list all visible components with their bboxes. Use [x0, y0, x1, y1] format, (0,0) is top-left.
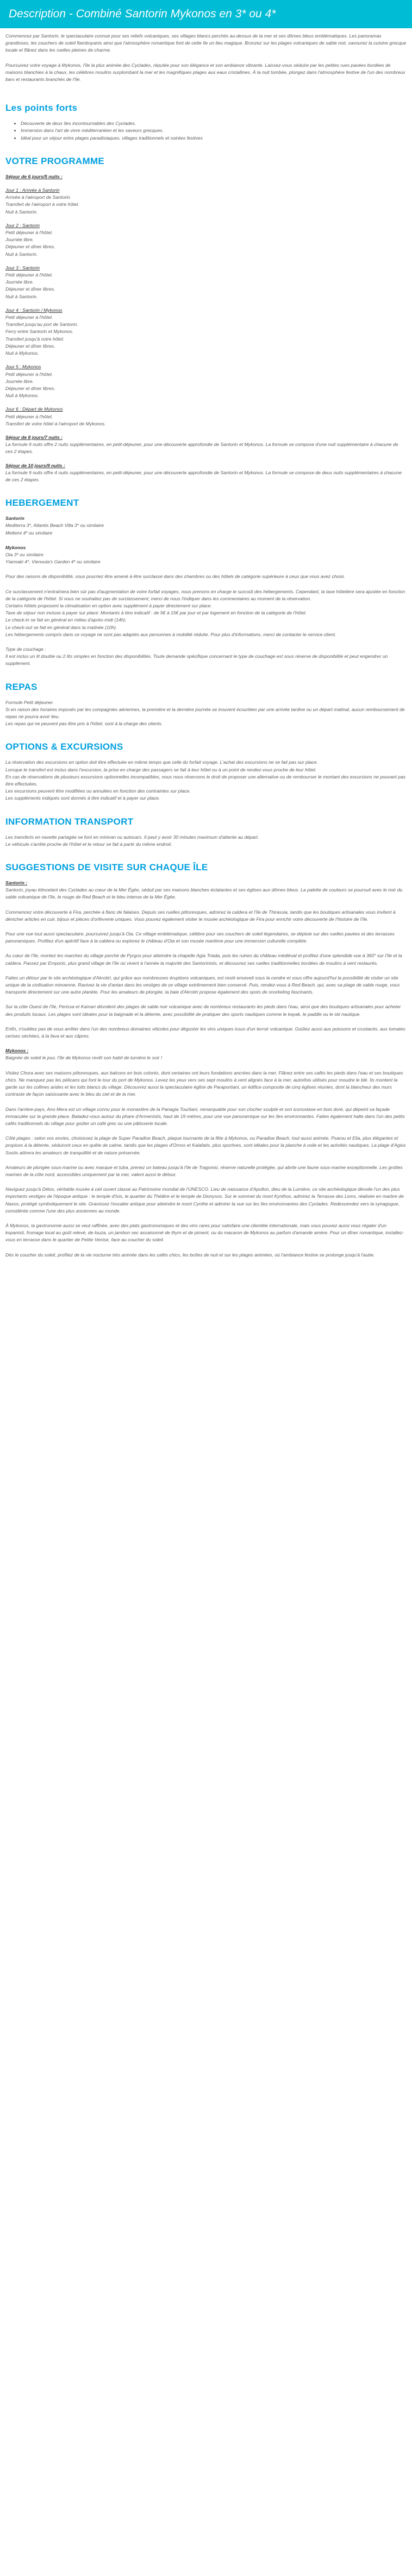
santorin-paragraph: [5, 1003, 407, 1017]
hebergement-paragraph-line: Certains hôtels proposent la climatisation en option avec supplément à payer directement sur place.: [5, 602, 212, 608]
intro-paragraph: Commencez par Santorin, le spectaculaire connue pour ses reliefs volcaniques, ses villages blancs perchés au-dessus de la mer et ses dômes bleus emblématiques. Les panoramas grandioses, les couchers de soleil flamboyants ainsi que l'atmosphère romantique font de cette île un lieu magique. Bronzez sur les plages volcaniques de sable noir, savourez la cuisine grecque locale et flânez dans les ruelles pleines de charme.: [5, 33, 407, 53]
day-title: Jour 2 : Santorin: [5, 222, 40, 228]
day-title: Jour 1 : Arrivée à Santorin: [5, 187, 60, 193]
list-item: • Découverte de deux îles incontournables des Cyclades.: [21, 120, 407, 127]
extension-block: [5, 462, 407, 484]
hebergement-paragraph-line: Pour des raisons de disponibilité, vous pourriez être amené à être surclassé dans des chambres ou des hôtels de catégorie supérieure à ceux que vous avez choisi.: [5, 574, 345, 580]
transport-title: INFORMATION TRANSPORT: [5, 816, 134, 827]
options-paragraph-line: En cas de réservations de plusieurs excursions optionnelles incompatibles, nous nous réservons le droit de proposer une alternative ou de rembourser le montant des excursions ne pouvant pas être effectuées.: [5, 774, 406, 787]
repas-paragraph: [5, 699, 407, 728]
day-block: [5, 363, 407, 399]
santorin-paragraph: [5, 975, 407, 996]
intro-paragraph: Poursuivez votre voyage à Mykonos, l'île la plus animée des Cyclades, réputée pour son élégance et son ambiance vibrante. Laissez-vous séduire par les petites rues pavées bordées de maisons blanchies à la chaux, les célèbres moulins surplombant la mer et les magnifiques plages aux eaux cristallines. À la nuit tombée, plongez dans l'atmosphère festive de l'un des nombreux bars et restaurants branchés de l'île.: [5, 62, 405, 83]
mykonos-paragraph: [5, 1164, 407, 1178]
santorin-paragraph: [5, 909, 407, 923]
day-line: Petit déjeuner à l'hôtel.: [5, 315, 53, 321]
day-line: Arrivée à l'aéroport de Santorin.: [5, 194, 72, 200]
programme-title: VOTRE PROGRAMME: [5, 155, 105, 166]
hotel-group: [5, 544, 407, 566]
hotel-line: Meltemi 4* ou similaire: [5, 530, 53, 536]
day-title: Jour 3 : Santorin: [5, 265, 40, 271]
hebergement-paragraph-line: Le check-out se fait en général dans la matinée (10h).: [5, 624, 117, 630]
day-line: Nuit à Santorin.: [5, 293, 38, 299]
options-paragraph-line: Les excursions peuvent être modifiées ou annulées en fonction des contraintes sur place.: [5, 788, 191, 794]
programme-days: [5, 187, 407, 428]
santorin-paragraph-line: Enfin, n'oubliez pas de vous arrêter dans l'un des nombreux domaines viticoles pour déguster les vins uniques issus d'un terroir volcanique. Goûtez aussi aux poissons et crustacés, aux tomates cerises séchées, à la fava et aux câpres.: [5, 1026, 405, 1039]
hotel-line: Yiannaki 4*, Vienoula's Garden 4* ou similaire: [5, 559, 101, 565]
day-line: Déjeuner et dîner libres.: [5, 343, 55, 349]
day-line: Nuit à Santorin.: [5, 251, 38, 257]
day-line: Petit déjeuner à l'hôtel.: [5, 230, 53, 236]
extension-text: La formule 9 nuits offre 4 nuits supplémentaires, en petit-déjeuner, pour une découverte approfondie de Santorin et Mykonos. La formule se compose de deux nuits supplémentaires à chacune de ces 2 étapes.: [5, 469, 402, 482]
mykonos-paragraph-line: Côté plages : selon vos envies, choisissez la plage de Super Paradise Beach, plaque tournante de la fête à Mykonos, ou Paradise Beach, tout aussi animée. Psarou et Elia, plus élégantes et propices à la détente, séduiront ceux en quête de calme, tandis que les plages d'Ornos et Kalafatis, plus sportives, sont idéales pour la planche à voile et les activités nautiques. La plage d'Agios Sostis attirera les amateurs de tranquillité et de nature préservée.: [5, 1135, 406, 1155]
mykonos-label: Mykonos :: [5, 1048, 29, 1054]
hebergement-paragraph: [5, 588, 407, 638]
mykonos-paragraph: [5, 1186, 407, 1215]
hebergement-paragraph-line: Type de couchage :: [5, 646, 46, 652]
santorin-paragraph: [5, 931, 407, 945]
day-line: Déjeuner et dîner libres.: [5, 286, 55, 292]
options-paragraph-line: La réservation des excursions en option doit être effectuée en même temps que celle du forfait voyage. L'achat des excursions ne se fait pas sur place.: [5, 759, 318, 765]
points-list: [21, 120, 407, 142]
intro-section: [5, 33, 407, 83]
day-block: [5, 307, 407, 357]
transport-paragraphs: [5, 834, 407, 848]
mykonos-paragraph-line: À Mykonos, la gastronomie aussi se veut raffinée, avec des plats gastronomiques et des vins rares pour satisfaire une clientèle internationale, mais vous pouvez aussi vous régaler d'un kopanisti, fromage local au goût relevé, de louza, un jambon sec assaisonné de thym et de piment, ou du macaron de Mykonos au parfum d'amande amère. Pour un dîner romantique, installez-vous en terrasse dans le quartier de Petite Venise, face au coucher du soleil.: [5, 1222, 404, 1243]
santorin-paragraph-line: Pour une vue tout aussi spectaculaire, poursuivez jusqu'à Oia. Ce village emblématique, célèbre pour ses couchers de soleil légendaires, se déploie sur des ruelles pavées et des terrasses panoramiques. Profitez d'un apéritif face à la caldera ou explorez le château d'Oia et son musée maritime pour une immersion culturelle complète.: [5, 931, 395, 944]
mykonos-paragraph-line: Amateurs de plongée sous-marine ou avec masque et tuba, prenez un bateau jusqu'à l'île de Tragonisi, réserve naturelle protégée, qui abrite une faune sous-marine exceptionnelle. Les grottes marines de la côte nord, accessibles uniquement par la mer, valent aussi le détour.: [5, 1164, 403, 1177]
day-line: Journée libre.: [5, 279, 34, 285]
day-line: Nuit à Santorin.: [5, 209, 38, 215]
santorin-paragraph: [5, 1026, 407, 1040]
hebergement-paragraph-line: Il est inclus un lit double ou 2 lits simples en fonction des disponibilités. Toute demande spécifique concernant le type de couchage est sous réserve de disponibilité et peut engendrer un supplément.: [5, 654, 388, 667]
mykonos-paragraph-line: Baignée de soleil le jour, l'île de Mykonos revêt son habit de lumière le soir !: [5, 1055, 163, 1061]
mykonos-paragraph: [5, 1135, 407, 1157]
mykonos-paragraph: [5, 1106, 407, 1128]
mykonos-paragraph: [5, 1070, 407, 1098]
hotel-group: [5, 515, 407, 537]
santorin-paragraph-line: Au cœur de l'île, montez les marches du village perché de Pyrgos pour atteindre la chapelle Agia Triada, puis les ruines du château médiéval et profitez d'une splendide vue à 360° sur l'île et la caldera. Passez par Emporio, plus grand village de l'île où vivent à l'année la majorité des Santoriniots, et découvrez ses ruelles traditionnelles bordées de moulins à vent restaurés.: [5, 953, 402, 966]
list-item: • Immersion dans l'art de vivre méditerranéen et les saveurs grecques.: [21, 127, 407, 134]
repas-paragraph-line: Si en raison des horaires imposés par les compagnies aériennes, la première et la dernière journée se trouvent écourtées par une arrivée tardive ou un départ matinal, aucun remboursement de repas ne pourra avoir lieu.: [5, 706, 405, 719]
day-block: [5, 406, 407, 428]
page-title: Description - Combiné Santorin Mykonos en 3* ou 4*: [9, 8, 276, 20]
mykonos-paragraph: [5, 1252, 407, 1259]
day-line: Transfert jusqu'au port de Santorin.: [5, 322, 78, 328]
mykonos-paragraph-line: Naviguez jusqu'à Délos, véritable musée à ciel ouvert classé au Patrimoine mondial de l'UNESCO. Lieu de naissance d'Apollon, dieu de la Lumière, ce site archéologique dévoile l'un des plus importants vestiges de l'époque antique : le temple d'Isis, le quartier du Théâtre et le temple de Dionysos. Sur le sommet du mont Kynthos, admirez la Terrasse des Lions, réalisée en marbre de Naxos, protégé symboliquement le site. Gravissez l'escalier antique pour atteindre le mont Cynthe et admirer la vue sur les îles environnantes des Cyclades. Redescendez vers la synagogue, considérée comme l'une des plus anciennes au monde.: [5, 1186, 404, 1214]
options-paragraph-line: Lorsque le transfert est inclus dans l'excursion, la prise en charge des passagers se fait à leur hôtel ou à un point de rendez-vous proche de leur hôtel.: [5, 766, 317, 772]
extension-text: La formule 9 nuits offre 2 nuits supplémentaires, en petit-déjeuner, pour une découverte approfondie de Santorin et Mykonos. La formule se compose d'une nuit supplémentaire à chacune de ces 2 étapes.: [5, 442, 398, 455]
hotel-line: Mediterra 3*, Atlantis Beach Villa 3* ou similaire: [5, 523, 104, 529]
day-block: [5, 222, 407, 258]
hebergement-paragraph-line: Le check-in se fait en général en milieu d'après-midi (14h).: [5, 617, 127, 623]
day-line: Ferry entre Santorin et Mykonos.: [5, 329, 74, 335]
day-title: Jour 4 : Santorin / Mykonos: [5, 307, 63, 313]
hotel-group-name: Mykonos: [5, 544, 26, 550]
options-paragraphs: [5, 759, 407, 802]
day-line: Petit déjeuner à l'hôtel.: [5, 371, 53, 377]
hebergement-paragraphs: [5, 573, 407, 667]
extension-block: [5, 434, 407, 456]
day-block: [5, 187, 407, 216]
options-paragraph: [5, 759, 407, 802]
day-line: Journée libre.: [5, 237, 34, 243]
extension-title: Séjour de 10 jours/9 nuits :: [5, 462, 65, 468]
hebergement-paragraph-line: Ce surclassement n'entraînera bien sûr pas d'augmentation de votre forfait voyages, nous prenons en charge le surcoût des hébergements. Cependant, la taxe hôtelière sera ajustée en fonction de la catégorie de l'hôtel. Si vous ne souhaitez pas de surclassement, merci de nous l'indiquer dans les commentaires au moment de la réservation.: [5, 588, 405, 601]
hebergement-paragraph: [5, 573, 407, 580]
description-header: [0, 0, 412, 28]
day-line: Nuit à Mykonos.: [5, 393, 39, 399]
day-title: Jour 5 : Mykonos: [5, 364, 41, 370]
programme-extensions: [5, 434, 407, 483]
mykonos-paragraph-line: Dès le coucher du soleil, profitez de la vie nocturne très animée dans les cafés chics, les boîtes de nuit et sur les plages animées, où l'ambiance festive se prolonge jusqu'à l'aube.: [5, 1252, 375, 1258]
repas-paragraph-line: Les repas qui ne peuvent pas être pris à l'hôtel, sont à la charge des clients.: [5, 721, 163, 727]
day-line: Transfert jusqu'à votre hôtel.: [5, 336, 65, 342]
santorin-paragraph-line: Commencez votre découverte à Fira, perchée à flanc de falaises. Depuis ses ruelles pittoresques, admirez la caldera et l'île de Thirassia, tandis que les boutiques artisanales vous invitent à dénicher articles en cuir, bijoux et pièces d'orfèvrerie uniques. Vous pouvez également visiter le musée archéologique de Fira pour enrichir votre découverte de l'histoire de l'île.: [5, 909, 396, 922]
hebergement-paragraph-line: Taxe de séjour non incluse à payer sur place: Montants à titre indicatif : de 5€ à 15€ par jour et par logement en fonction de la catégorie de l'hôtel.: [5, 610, 307, 616]
day-title: Jour 6 : Départ de Mykonos: [5, 406, 63, 412]
mykonos-paragraphs: [5, 1054, 407, 1258]
santorin-label: Santorin :: [5, 880, 28, 886]
santorin-paragraph-line: Sur la côte Ouest de l'île, Perissa et Kamari dévoilent des plages de sable noir volcanique avec de nombreux restaurants les pieds dans l'eau, ainsi que des boutiques artisanales pour acheter des produits locaux. Les plages sont idéales pour la baignade et la détente, avec possibilité de pratiquer des sports nautiques comme le kayak, le paddle ou le ski nautique.: [5, 1004, 401, 1017]
day-block: [5, 265, 407, 300]
santorin-paragraph: [5, 952, 407, 966]
description-content: [0, 33, 412, 1266]
day-line: Transfert de votre hôtel à l'aéroport de Mykonos.: [5, 420, 106, 426]
hebergement-title: HEBERGEMENT: [5, 498, 79, 508]
suggestions-title: SUGGESTIONS DE VISITE SUR CHAQUE ÎLE: [5, 862, 208, 873]
extension-title: Séjour de 8 jours/7 nuits :: [5, 434, 63, 440]
day-line: Transfert de l'aéroport à votre hôtel.: [5, 202, 79, 208]
mykonos-paragraph: [5, 1222, 407, 1244]
hebergement-paragraph: [5, 646, 407, 668]
options-paragraph-line: Les suppléments indiqués sont donnés à titre indicatif et à payer sur place.: [5, 795, 160, 801]
transport-paragraph-line: Le véhicule s'arrête proche de l'hôtel et le retour se fait à partir du même endroit.: [5, 841, 172, 847]
repas-title: REPAS: [5, 681, 38, 692]
options-title: OPTIONS & EXCURSIONS: [5, 742, 123, 752]
mykonos-paragraph: [5, 1054, 407, 1061]
santorin-paragraphs: [5, 887, 407, 1040]
santorin-paragraph-line: Faites un détour par le site archéologique d'Akrotiri, qui grâce aux nombreuses éruptions volcaniques, est resté enseveli sous la cendre et vous offre aujourd'hui la possibilité de visiter un site unique de la civilisation minoenne. Ravivez la vie d'antan dans les vestiges de ce village extrêmement bien conservé. Puis, rendez-vous à Red Beach, qui, avec sa plage de sable rouge, vous transporte directement sur une autre planète. Pour les amateurs de plongée, la baie d'Akrotiri propose également des spots de snorkeling fascinants.: [5, 975, 400, 995]
repas-paragraph-line: Formule Petit déjeuner.: [5, 699, 54, 705]
transport-paragraph: [5, 834, 407, 848]
hebergement-paragraph-line: Les hébergements compris dans ce voyage ne sont pas adaptés aux personnes à mobilité réduite. Pour plus d'informations, merci de contacter le service client.: [5, 631, 336, 637]
day-line: Petit déjeuner à l'hôtel.: [5, 413, 53, 419]
hotel-line: Oia 3* ou similaire: [5, 551, 43, 557]
day-line: Déjeuner et dîner libres.: [5, 385, 55, 391]
mykonos-paragraph-line: Dans l'arrière-pays, Ano Mera est un village connu pour le monastère de la Panagia Tourliani, remarquable pour son clocher sculpté et son iconostase en bois doré, qui dépeint sa façade immaculée sur la grande place. Baladez-vous autour du phare d'Armenistis, haut de 19 mètres, pour une vue panoramique sur les îles environnantes. Faites également halte dans l'un des petits cafés traditionnels du village pour goûter un café grec ou une pâtisserie locale.: [5, 1106, 405, 1126]
day-line: Nuit à Mykonos.: [5, 350, 39, 356]
day-line: Déjeuner et dîner libres.: [5, 244, 55, 250]
programme-subtitle: Séjour de 6 jours/5 nuits :: [5, 173, 63, 179]
list-item: • Idéal pour un séjour entre plages paradisiaques, villages traditionnels et soirées festives: [21, 135, 407, 142]
santorin-paragraph-line: Santorin, joyau étincelant des Cyclades au cœur de la Mer Égée, séduit par ses maisons blanches éclatantes et ses églises aux dômes bleus. La palette de couleurs se poursuit avec le noir du sable volcanique de l'île, le rouge de Red Beach et le bleu intense de la Mer Égée.: [5, 887, 403, 900]
day-line: Journée libre.: [5, 378, 34, 384]
points-title: Les points forts: [5, 103, 78, 114]
day-line: Petit déjeuner à l'hôtel.: [5, 272, 53, 278]
hebergement-groups: [5, 515, 407, 566]
repas-paragraphs: [5, 699, 407, 728]
hotel-group-name: Santorin: [5, 516, 24, 522]
transport-paragraph-line: Les transferts en navette partagée se font en minivan ou autocars. Il peut y avoir 30 minutes maximum d'attente au départ.: [5, 834, 259, 840]
santorin-paragraph: [5, 887, 407, 901]
mykonos-paragraph-line: Visitez Chora avec ses maisons pittoresques, aux balcons en bois colorés, dont certaines ont leurs fondations ancrées dans la mer. Flânez entre ses cafés les pieds dans l'eau et ses boutiques chics. Ne manquez pas les pélicans qui font le tour du port de Mykonos. Levez les yeux vers ses sept moulins à vent alignés face à la mer, autrefois utilisés pour moudre le blé. Ils montent la garde sur les collines arides et les toits blancs du village. Découvrez aussi la spectaculaire église de Paraportiani, un édifice composite de cinq églises réunies, dont la blancheur des murs contraste de façon saisissante avec le bleu du ciel et de la mer.: [5, 1070, 403, 1097]
